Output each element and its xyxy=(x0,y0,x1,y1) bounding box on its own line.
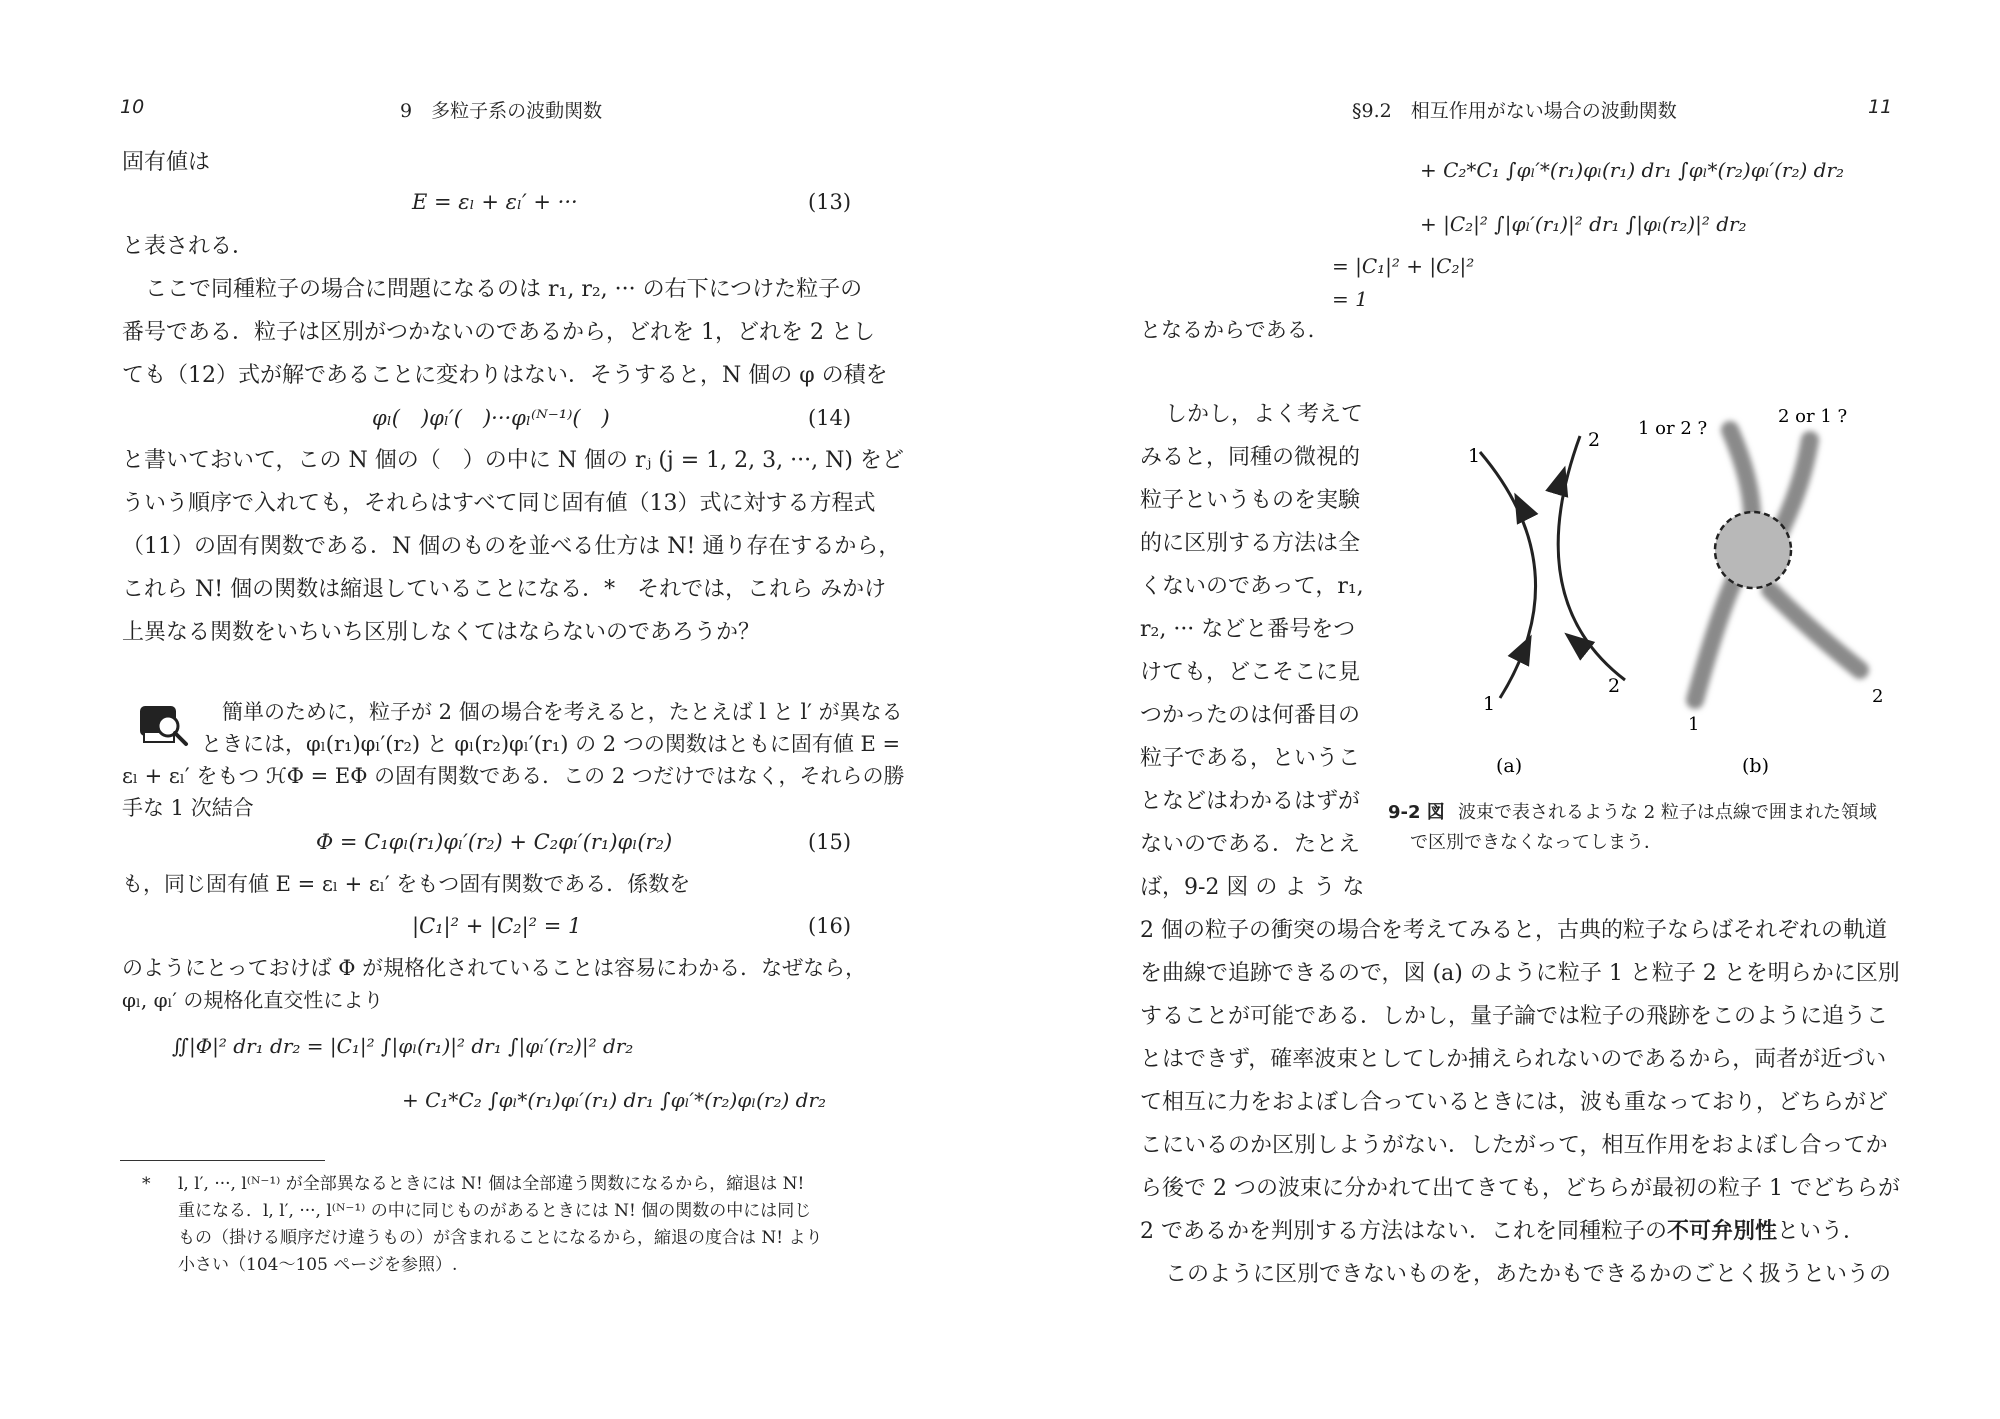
side-text-line: となどはわかるはずが xyxy=(1140,789,1361,814)
figure-caption-label: 9-2 図 xyxy=(1388,802,1445,823)
side-text-line: ないのである．たとえ xyxy=(1140,832,1361,857)
text-line: このように区別できないものを，あたかもできるかのごとく扱うというの xyxy=(1165,1262,1892,1287)
text-fragment: という． xyxy=(1777,1219,1866,1244)
fig-b-label: 1 or 2 ? xyxy=(1638,418,1708,439)
text-line: ら後で 2 つの波束に分かれて出てきても，どちらが最初の粒子 1 でどちらが xyxy=(1140,1176,1900,1201)
side-text-line: 的に区別する方法は全 xyxy=(1140,531,1361,556)
side-text-line: 粒子というものを実験 xyxy=(1140,488,1361,513)
text-line: 番号である．粒子は区別がつかないのであるから，どれを 1，どれを 2 とし xyxy=(122,320,875,345)
right-running-head: §9.2 相互作用がない場合の波動関数 xyxy=(1352,100,1677,122)
equation-continued-line-4: = 1 xyxy=(1332,287,1368,311)
equation-continued-line-3: = |C₁|² + |C₂|² xyxy=(1332,254,1475,278)
figure-caption-line: 波束で表されるような 2 粒子は点線で囲まれた領域 xyxy=(1458,802,1877,823)
integral-equation-line-2: + C₁*C₂ ∫φₗ*(r₁)φₗ′(r₁) dr₁ ∫φₗ′*(r₂)φₗ(r₂) dr₂ xyxy=(402,1088,827,1112)
side-text-line: しかし，よく考えて xyxy=(1165,402,1364,427)
note-line: φₗ, φₗ′ の規格化直交性により xyxy=(122,988,384,1012)
note-line: εₗ + εₗ′ をもつ ℋΦ = EΦ の固有関数である．この 2 つだけではなく，それらの勝 xyxy=(122,764,905,788)
figure-9-2 xyxy=(1380,390,1900,790)
equation-14-number: (14) xyxy=(808,406,852,430)
footnote-line: 重になる．l, l′, ···, l⁽ᴺ⁻¹⁾ の中に同じものがあるときには N! 個の関数の中には同じ xyxy=(178,1201,812,1221)
integral-equation-line-1: ∬|Φ|² dr₁ dr₂ = |C₁|² ∫|φₗ(r₁)|² dr₁ ∫|φₗ′(r₂)|² dr₂ xyxy=(172,1034,634,1058)
fig-a-label: 1 xyxy=(1483,693,1496,715)
footnote-rule xyxy=(120,1160,325,1161)
fig-b-label: 2 or 1 ? xyxy=(1778,406,1848,427)
subfigure-b-label: (b) xyxy=(1742,755,1769,777)
text-line: ういう順序で入れても，それらはすべて同じ固有値（13）式に対する方程式 xyxy=(122,491,876,516)
equation-15: Φ = C₁φₗ(r₁)φₗ′(r₂) + C₂φₗ′(r₁)φₗ(r₂) xyxy=(316,830,673,854)
overlap-region xyxy=(1715,512,1791,588)
text-line: ここで同種粒子の場合に問題になるのは r₁, r₂, ··· の右下につけた粒子の xyxy=(145,277,863,302)
text-line: 上異なる関数をいちいち区別しなくてはならないのであろうか？ xyxy=(122,620,761,645)
footnote-mark: * xyxy=(142,1174,151,1194)
side-text-line: けても，どこそこに見 xyxy=(1140,660,1361,685)
note-line: 簡単のために，粒子が 2 個の場合を考えると，たとえば l と l′ が異なる xyxy=(222,700,903,724)
equation-13: E = εₗ + εₗ′ + ··· xyxy=(412,190,578,214)
text-line: 固有値は xyxy=(122,150,211,175)
footnote-line: もの（掛ける順序だけ違うもの）が含まれることになるから，縮退の度合は N! より xyxy=(178,1228,823,1248)
equation-16-number: (16) xyxy=(808,914,852,938)
fig-b-label: 1 xyxy=(1688,714,1700,735)
trajectory-particle-1 xyxy=(1480,452,1536,698)
text-line: することが可能である．しかし，量子論では粒子の飛跡をこのように追うこ xyxy=(1140,1004,1889,1029)
figure-caption-line: で区別できなくなってしまう． xyxy=(1410,832,1662,853)
note-line: のようにとっておけば Φ が規格化されていることは容易にわかる．なぜなら， xyxy=(122,956,867,980)
side-text-line: r₂, ··· などと番号をつ xyxy=(1140,617,1356,642)
equation-continued-line-2: + |C₂|² ∫|φₗ′(r₁)|² dr₁ ∫|φₗ(r₂)|² dr₂ xyxy=(1420,212,1747,236)
equation-13-number: (13) xyxy=(808,190,852,214)
text-fragment: 2 であるかを判別する方法はない．これを同種粒子の xyxy=(1140,1219,1667,1244)
text-line: を曲線で追跡できるので，図 (a) のように粒子 1 と粒子 2 とを明らかに区別 xyxy=(1140,961,1900,986)
right-page xyxy=(1000,0,2000,1419)
side-text-line: 粒子である，というこ xyxy=(1140,746,1361,771)
fig-a-label: 1 xyxy=(1468,445,1481,467)
equation-16: |C₁|² + |C₂|² = 1 xyxy=(412,914,582,938)
term-indistinguishability: 不可弁別性 xyxy=(1667,1219,1778,1244)
note-line: も，同じ固有値 E = εₗ + εₗ′ をもつ固有関数である．係数を xyxy=(122,872,691,896)
fig-a-label: 2 xyxy=(1588,429,1601,451)
text-line: と表される． xyxy=(122,234,255,259)
side-text-line: ば，9-2 図 の よ う な xyxy=(1140,875,1365,900)
text-line: （11）の固有関数である．N 個のものを並べる仕方は N! 通り存在するから， xyxy=(122,534,901,559)
text-line: と書いておいて，この N 個の（ ）の中に N 個の rⱼ (j = 1, 2, 3, ···, N) をど xyxy=(122,448,904,473)
fig-a-label: 2 xyxy=(1608,675,1621,697)
text-line: 2 個の粒子の衝突の場合を考えてみると，古典的粒子ならばそれぞれの軌道 xyxy=(1140,918,1887,943)
side-text-line: みると，同種の微視的 xyxy=(1140,445,1361,470)
text-line: とはできず，確率波束としてしか捕えられないのであるから，両者が近づい xyxy=(1140,1047,1887,1072)
left-running-head: 9 多粒子系の波動関数 xyxy=(400,100,603,122)
text-line: て相互に力をおよぼし合っているときには，波も重なっており，どちらがど xyxy=(1140,1090,1889,1115)
equation-14: φₗ( )φₗ′( )···φₗ⁽ᴺ⁻¹⁾( ) xyxy=(372,406,610,430)
text-line: これら N! 個の関数は縮退していることになる．* それでは，これら みかけ xyxy=(122,577,887,602)
side-text-line: つかったのは何番目の xyxy=(1140,703,1361,728)
note-line: 手な 1 次結合 xyxy=(122,796,254,820)
fig-b-label: 2 xyxy=(1872,686,1884,707)
footnote-line: l, l′, ···, l⁽ᴺ⁻¹⁾ が全部異なるときには N! 個は全部違う関数になるから，縮退は N! xyxy=(178,1174,805,1194)
text-line: ても（12）式が解であることに変わりはない．そうすると，N 個の φ の積を xyxy=(122,363,888,388)
equation-continued-line-1: + C₂*C₁ ∫φₗ′*(r₁)φₗ(r₁) dr₁ ∫φₗ*(r₂)φₗ′(r₂) dr₂ xyxy=(1420,158,1845,182)
subfigure-a-label: (a) xyxy=(1496,755,1523,777)
side-text-line: くないのであって，r₁, xyxy=(1140,574,1364,599)
note-line: ときには，φₗ(r₁)φₗ′(r₂) と φₗ(r₂)φₗ′(r₁) の 2 つの関数はともに固有値 E = xyxy=(201,732,901,756)
text-line xyxy=(1140,1221,1865,1243)
text-line: こにいるのか区別しようがない．したがって，相互作用をおよぼし合ってか xyxy=(1140,1133,1888,1158)
magnifier-note-icon xyxy=(138,702,194,750)
equation-15-number: (15) xyxy=(808,830,852,854)
text-line: となるからである． xyxy=(1140,318,1329,342)
trajectory-particle-2 xyxy=(1558,436,1625,680)
right-page-number: 11 xyxy=(1868,96,1893,118)
left-page-number: 10 xyxy=(120,96,145,118)
footnote-line: 小さい（104～105 ページを参照）. xyxy=(178,1255,458,1275)
